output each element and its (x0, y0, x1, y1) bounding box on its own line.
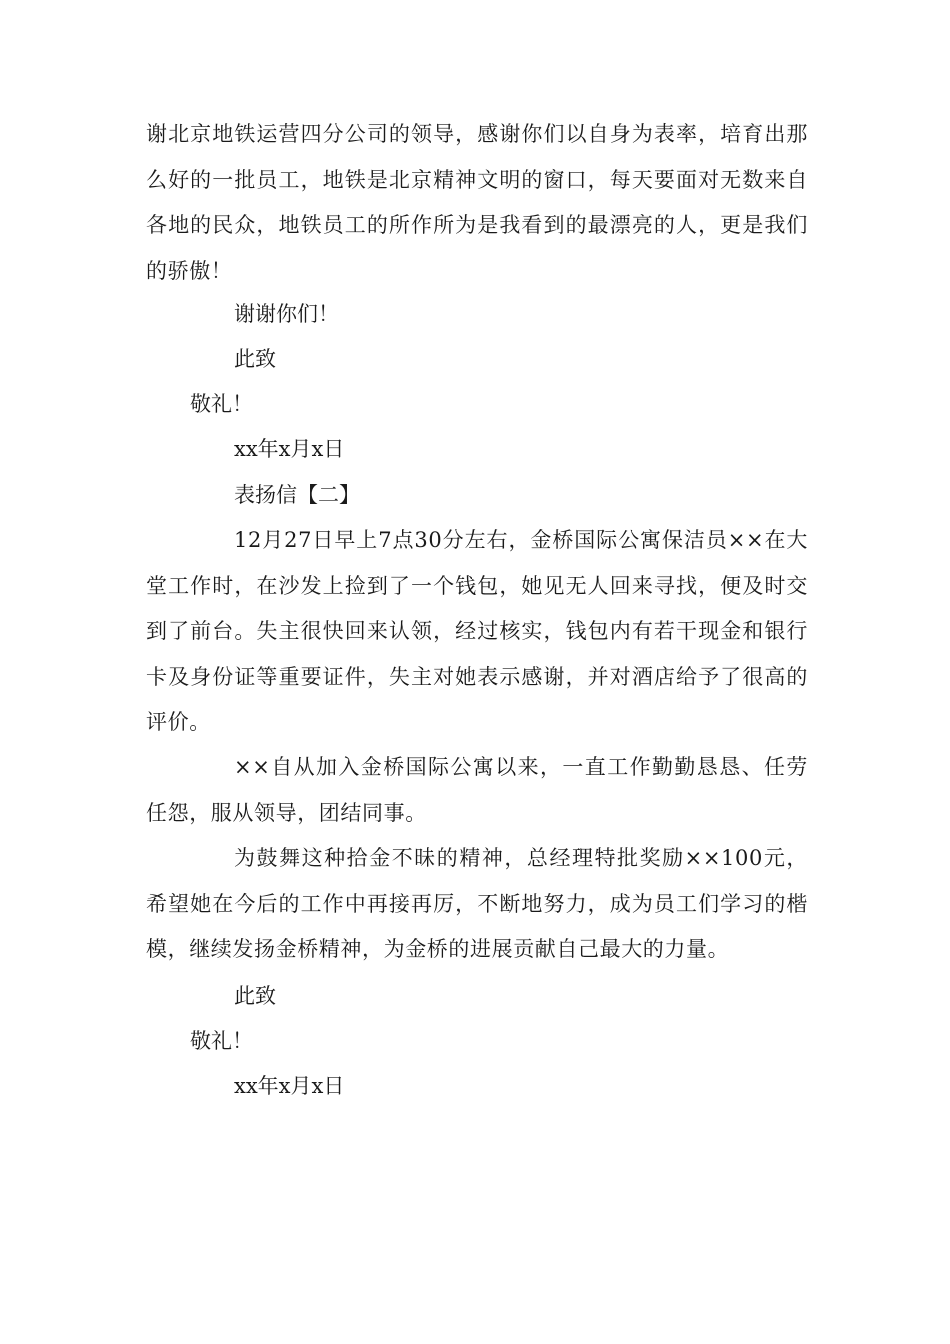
letter2-date: xx年x月x日 (234, 1074, 345, 1098)
letter2-paragraph-1: 12月27日早上7点30分左右，金桥国际公寓保洁员××在大堂工作时，在沙发上捡到了一个钱包，她见无人回来寻找，便及时交到了前台。失主很快回来认领，经过核实，钱包内有若干现金和银行卡及身份证等重要证件，失主对她表示感谢，并对酒店给予了很高的评价。 (146, 528, 808, 734)
letter1-thanks: 谢谢你们！ (234, 302, 339, 326)
letter1-date: xx年x月x日 (234, 437, 345, 461)
letter2-salute: 敬礼！ (190, 1029, 253, 1053)
letter1-body-paragraph: 谢北京地铁运营四分公司的领导，感谢你们以自身为表率，培育出那么好的一批员工，地铁是北京精神文明的窗口，每天要面对无数来自各地的民众，地铁员工的所作所为是我看到的最漂亮的人，更是我们的骄傲！ (146, 122, 808, 283)
letter2-paragraph-3: 为鼓舞这种拾金不昧的精神，总经理特批奖励××100元，希望她在今后的工作中再接再厉，不断地努力，成为员工们学习的楷模，继续发扬金桥精神，为金桥的进展贡献自己最大的力量。 (146, 846, 808, 961)
letter2-paragraph-2: ××自从加入金桥国际公寓以来，一直工作勤勤恳恳、任劳任怨，服从领导，团结同事。 (146, 755, 808, 825)
letter1-salute: 敬礼！ (190, 392, 253, 416)
letter1-closing: 此致 (234, 347, 276, 371)
letter2-title: 表扬信【二】 (234, 483, 360, 507)
letter2-closing: 此致 (234, 984, 276, 1008)
